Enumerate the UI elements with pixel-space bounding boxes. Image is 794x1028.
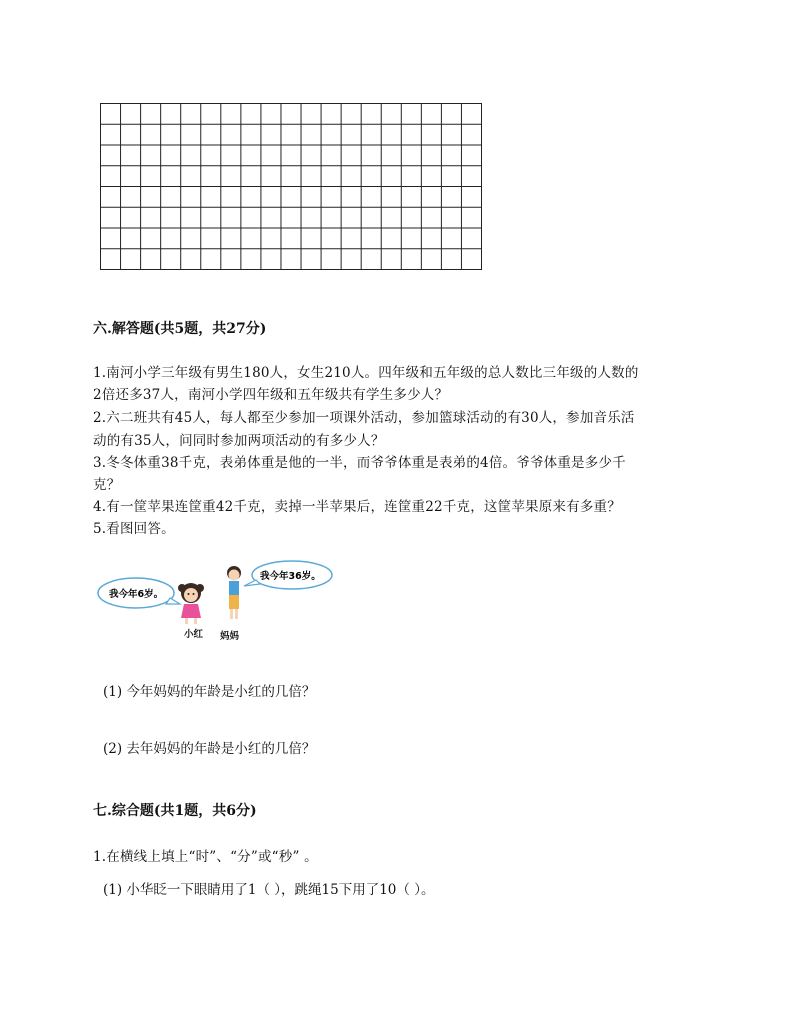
girl-bubble-text: 我今年6岁。 xyxy=(109,589,164,600)
question-5-sub-2: (2) 去年妈妈的年龄是小红的几倍？ xyxy=(103,741,316,757)
section-7-question-1-sub-1: (1) 小华眨一下眼睛用了1（ ），跳绳15下用了10（ ）。 xyxy=(103,882,435,898)
question-3-line-1: 3.冬冬体重38千克，表弟体重是他的一半，而爷爷体重是表弟的4倍。爷爷体重是多少千 xyxy=(93,455,626,471)
section-6-heading: 六.解答题(共5题，共27分) xyxy=(93,321,267,337)
question-2-line-1: 2.六二班共有45人，每人都至少参加一项课外活动，参加篮球活动的有30人，参加音乐活 xyxy=(93,410,635,426)
mom-bubble-text: 我今年36岁。 xyxy=(260,571,321,582)
question-2-line-2: 动的有35人，问同时参加两项活动的有多少人？ xyxy=(93,433,385,449)
section-7-question-1: 1.在横线上填上“时”、“分”或“秒” 。 xyxy=(93,849,318,865)
girl-figure-icon xyxy=(178,583,204,624)
section-7-heading: 七.综合题(共1题，共6分) xyxy=(93,803,257,819)
answer-grid xyxy=(100,103,482,270)
mom-name-label: 妈妈 xyxy=(220,631,240,642)
question-3-line-2: 克？ xyxy=(93,477,121,493)
age-illustration xyxy=(96,560,336,650)
question-5-sub-1: (1) 今年妈妈的年龄是小红的几倍？ xyxy=(103,684,316,700)
question-1-line-1: 1.南河小学三年级有男生180人，女生210人。四年级和五年级的总人数比三年级的人数的 xyxy=(93,365,639,381)
girl-name-label: 小红 xyxy=(184,629,204,640)
question-5: 5.看图回答。 xyxy=(93,521,175,537)
question-4: 4.有一筐苹果连筐重42千克，卖掉一半苹果后，连筐重22千克，这筐苹果原来有多重？ xyxy=(93,499,621,515)
question-1-line-2: 2倍还多37人，南河小学四年级和五年级共有学生多少人？ xyxy=(93,387,449,403)
mom-figure-icon xyxy=(227,566,241,619)
